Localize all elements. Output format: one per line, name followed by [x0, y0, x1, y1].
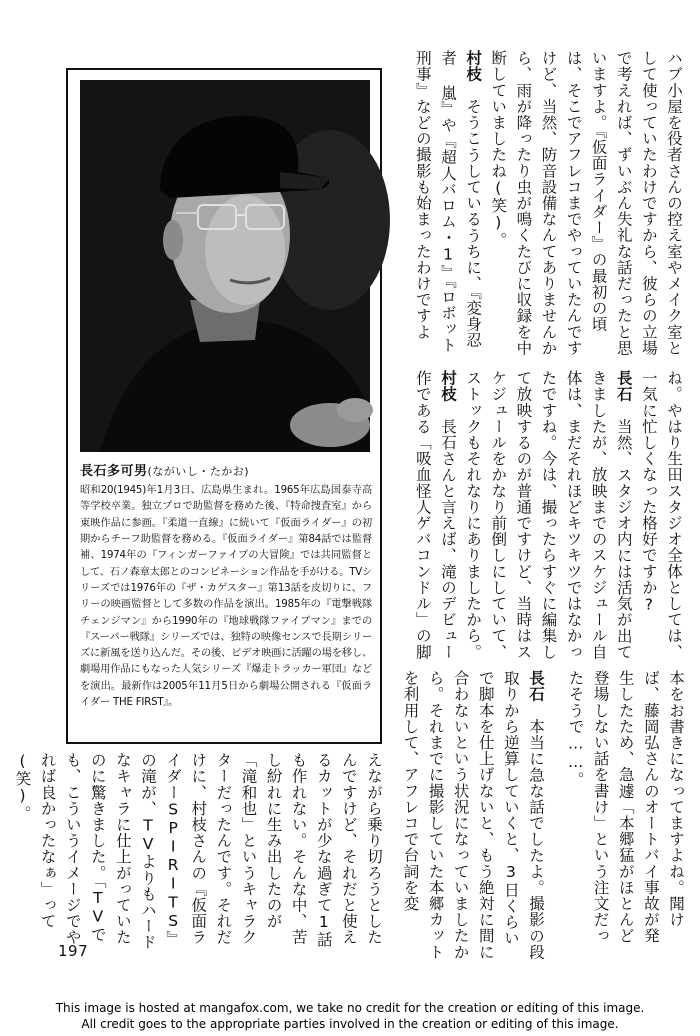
profile-name: 長石多可男 [80, 464, 148, 479]
profile-box [66, 68, 382, 744]
article-column-top [386, 50, 686, 362]
speaker-label: 長石 [614, 370, 633, 403]
profile-caption [80, 460, 372, 711]
page-number: 197 [58, 942, 89, 960]
article-text-bottom: 本当に急な話でしたよ。撮影の段取りから逆算していくと、3日くらいで脚本を仕上げないと、もう絶対に間に合わないという状況になっていましたから。それまでに撮影していた本郷カットを利用して、アフレコで台詞を変 [401, 670, 545, 960]
article-column-bottom [380, 670, 548, 960]
profile-bio: 昭和20(1945)年1月3日、広島県生まれ。1965年広島国泰寺高等学校卒業。独立プロで助監督を務めた後、『特命捜査室』から東映作品に参画。『柔道一直線』に続いて『仮面ライダー』の初期からチーフ助監督を務める。『仮面ライダー』第84話では監督補、1974年の『フィンガーファイブの大冒険』では共同監督として、石ノ森章太郎とのコンビネーション作品を手がける。TVシリーズでは1976年の『ザ・カゲスター』第13話を皮切りに、フリーの映画監督として多数の作品を演出。1985年の『電撃戦隊チェンジマン』から1990年の『地球戦隊ファイブマン』までの『スーパー戦隊』シリーズでは、独特の映像センスで長期シリーズに新風を送り込んだ。その後、ビデオ映画に活躍の場を移し、劇場用作品にもなった人気シリーズ『爆走トラッカー軍団』などを演出。最新作は2005年11月5日から劇場公開される『仮面ライダー THE FIRST』。 [80, 485, 372, 709]
article-column-lower-right [548, 670, 688, 950]
article-text-mid-2: 当然、スタジオ内には活気が出てきましたが、放映までのスケジュール自体は、まだそれほどキツキツではなかったですね。今は、撮ったらすぐに編集して放映するのが普通ですけど、当時はスケジュールをかなり前倒しにしていて、ストックもそれなりにありましたから。 [464, 370, 633, 660]
article-text-low-right: 本をお書きになってますよね。聞けば、藤岡弘さんのオートバイ事故が発生したため、急遽「本郷猛がほとんど登場しない話を書け」という注文だったそうで……。 [566, 670, 685, 944]
speaker-label: 村枝 [464, 50, 483, 83]
profile-name-reading: (ながいし・たかお) [147, 465, 250, 478]
article-column-middle [386, 370, 686, 660]
portrait-photo-image [80, 80, 370, 452]
speaker-label: 長石 [527, 670, 545, 703]
article-text-mid-1: ね。やはり生田スタジオ全体としては、一気に忙しくなった格好ですか? [639, 370, 683, 660]
article-text-top-2: そうこうしているうちに、『変身忍者 嵐』や『超人バロム・1』『ロボット刑事』などの撮影も始まったわけですよ [413, 50, 483, 354]
profile-name-line [80, 460, 372, 479]
article-text-bottom-2: えながら乗り切ろうとしたんですけど、それだと使えるカットが少な過ぎて1話も作れない。そんな中、苦し紛れに生み出したのが「滝和也」というキャラクターだったんです。それだけに、村枝さんの『仮面ライダーSPIRITS』の滝が、TVよりもハードなキャラに仕上がっていたのに驚きました。「TVでも、こういうイメージでやれば良かったなぁ」って(笑)。 [13, 752, 383, 951]
hosting-credit-footer [0, 1000, 700, 1032]
article-text-top: ハブ小屋を役者さんの控え室やメイク室として使っていたわけですから、彼らの立場で考えれば、ずいぶん失礼な話だったと思いますよ。『仮面ライダー』の最初の頃は、そこでアフレコまでやっていたんですけど、当然、防音設備なんてありませんから、雨が降ったり虫が鳴くたびに収録を中断していましたね(笑)。 [489, 50, 683, 356]
article-text-mid-3: 長石さんと言えば、滝のデビュー作である「吸血怪人ゲバコンドル」の脚 [413, 370, 458, 660]
footer-line-1: This image is hosted at mangafox.com, we take no credit for the creation or editing of this image. [55, 1001, 645, 1015]
portrait-photo [80, 80, 370, 452]
footer-line-2: All credit goes to the appropriate parties involved in the creation or editing of this image. [81, 1017, 619, 1031]
speaker-label: 村枝 [439, 370, 458, 403]
